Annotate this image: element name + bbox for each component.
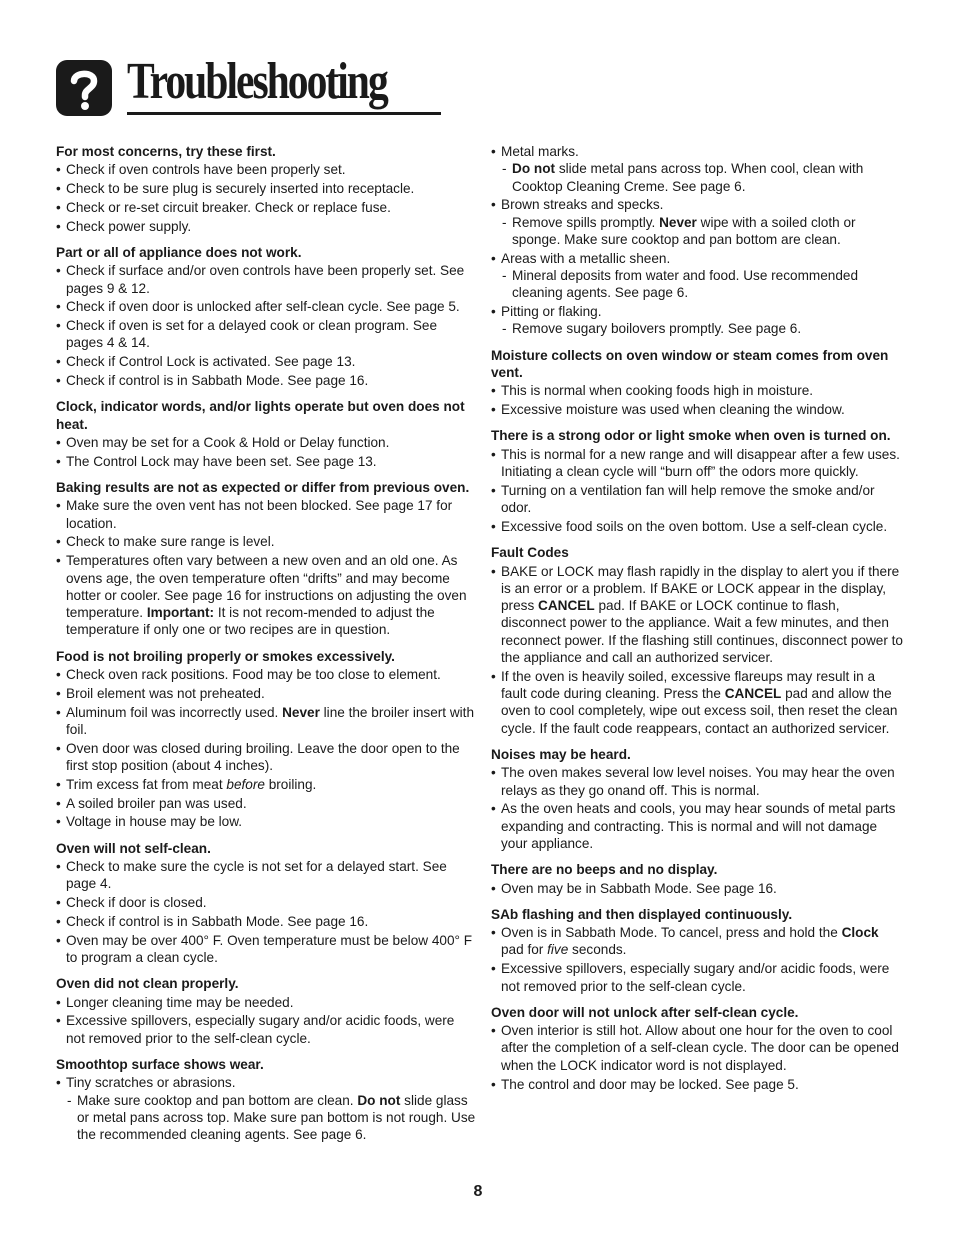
item-list — [56, 497, 476, 638]
emphasis-text: Do not — [357, 1092, 401, 1108]
text-run: The Control Lock may have been set. See page 13. — [66, 453, 377, 469]
text-run: Check if oven door is unlocked after self-clean cycle. See page 5. — [66, 299, 460, 315]
text-run: line the broiler insert with foil. — [66, 704, 475, 737]
list-item — [56, 813, 476, 830]
left-column — [56, 143, 476, 1152]
text-run: This is normal for a new range and will disappear after a few uses. Initiating a clean cycle will “burn off” the odors more quickly. — [501, 446, 900, 480]
list-item — [491, 518, 903, 535]
text-run: Check if oven is set for a delayed cook or clean program. See pages 4 & 14. — [66, 318, 438, 351]
text-run: The control and door may be locked. See page 5. — [501, 1076, 799, 1092]
list-item — [491, 1022, 903, 1074]
text-run: Oven may be in Sabbath Mode. See page 16. — [501, 880, 777, 896]
text-run: Trim excess fat from meat — [66, 776, 227, 792]
list-item — [491, 1076, 903, 1093]
troubleshooting-section — [56, 648, 476, 831]
troubleshooting-section — [491, 906, 903, 995]
item-list — [56, 666, 476, 831]
troubleshooting-section — [491, 746, 903, 852]
list-item — [491, 446, 903, 481]
text-run: Oven interior is still hot. Allow about one hour for the oven to cool after the completion of a self-clean cycle. The door can be opened when the LOCK indicator word is not displayed. — [501, 1023, 899, 1073]
text-run: Excessive spillovers, especially sugary and/or acidic foods, were not removed prior to the self-clean cycle. — [66, 1013, 455, 1046]
text-run: Check to make sure the cycle is not set for a delayed start. See page 4. — [66, 858, 447, 892]
sub-item-list — [501, 320, 903, 337]
list-item — [56, 894, 476, 911]
troubleshooting-section — [491, 544, 903, 737]
list-item — [491, 880, 903, 897]
list-item — [56, 740, 476, 775]
emphasis-text: Never — [282, 704, 320, 720]
text-run: If the oven is heavily soiled, excessive flareups may result in a fault code during cleaning. Press the — [501, 668, 876, 702]
text-run: wipe with a soiled cloth or sponge. Make sure cooktop and pan bottom are clean. — [512, 214, 856, 247]
item-list — [56, 1074, 476, 1143]
text-run: Check if Control Lock is activated. See page 13. — [66, 354, 356, 370]
item-list — [491, 446, 903, 535]
section-title: Oven door will not unlock after self-clean cycle. — [491, 1004, 799, 1020]
text-run: Remove spills promptly. — [512, 214, 660, 230]
section-title: Moisture collects on oven window or steam comes from oven vent. — [491, 347, 889, 381]
list-item — [491, 960, 903, 995]
text-run: Check oven rack positions. Food may be too close to element. — [66, 667, 441, 683]
page-title: Troubleshooting — [127, 53, 387, 110]
emphasis-text: CANCEL — [724, 686, 782, 702]
text-run: Check to make sure range is level. — [66, 534, 275, 550]
italic-text: before — [226, 776, 265, 792]
emphasis-text: Never — [659, 214, 697, 230]
list-item — [491, 250, 903, 302]
right-column — [491, 143, 903, 1102]
troubleshooting-section — [491, 143, 903, 338]
list-item — [56, 1012, 476, 1047]
item-list — [56, 994, 476, 1047]
list-item — [56, 795, 476, 812]
text-run: slide metal pans across top. When cool, clean with Cooktop Cleaning Creme. See page 6. — [512, 161, 864, 194]
list-item — [56, 1074, 476, 1143]
item-list — [56, 434, 476, 470]
sub-list-item — [501, 267, 903, 302]
list-item — [56, 434, 476, 451]
troubleshooting-section — [491, 861, 903, 897]
list-item — [491, 143, 903, 195]
list-item — [491, 303, 903, 338]
list-item — [56, 372, 476, 389]
page-number: 8 — [473, 1183, 483, 1200]
text-run: Broil element was not preheated. — [66, 685, 265, 701]
item-list — [491, 880, 903, 897]
section-title: Smoothtop surface shows wear. — [56, 1056, 264, 1072]
sub-list-item — [66, 1092, 476, 1144]
text-run: Aluminum foil was incorrectly used. — [66, 704, 283, 720]
section-title: Oven will not self-clean. — [56, 840, 211, 856]
list-item — [56, 704, 476, 739]
title-underline — [127, 112, 441, 115]
text-run: Check if door is closed. — [66, 895, 207, 911]
troubleshooting-section — [56, 398, 476, 470]
sub-list-item — [501, 320, 903, 337]
text-run: Brown streaks and specks. — [501, 197, 664, 213]
section-title: SAb flashing and then displayed continuously. — [491, 906, 793, 922]
item-list — [491, 382, 903, 418]
item-list — [491, 924, 903, 995]
item-list — [491, 764, 903, 852]
item-list — [491, 143, 903, 338]
text-run: Temperatures often vary between a new oven and an old one. As ovens age, the oven temperature often “drifts” and may become hotter or cooler. See page 16 for instructions on adjusting the oven temperature. — [66, 553, 467, 621]
text-run: Mineral deposits from water and food. Use recommended cleaning agents. See page 6. — [512, 268, 859, 301]
list-item — [56, 776, 476, 793]
text-run: Metal marks. — [501, 144, 579, 159]
list-item — [56, 932, 476, 967]
text-run: Excessive moisture was used when cleaning the window. — [501, 402, 845, 418]
sub-item-list — [66, 1092, 476, 1144]
text-run: Check if surface and/or oven controls have been properly set. See pages 9 & 12. — [66, 263, 465, 296]
text-run: seconds. — [568, 942, 627, 958]
list-item — [56, 199, 476, 216]
text-run: Make sure cooktop and pan bottom are clean. — [77, 1092, 358, 1108]
text-run: Pitting or flaking. — [501, 304, 602, 320]
emphasis-text: Important: — [146, 605, 215, 621]
text-run: Excessive spillovers, especially sugary and/or acidic foods, were not removed prior to the self-clean cycle. — [501, 961, 890, 994]
section-title: Baking results are not as expected or differ from previous oven. — [56, 480, 470, 496]
text-run: A soiled broiler pan was used. — [66, 795, 247, 811]
section-title: For most concerns, try these first. — [56, 144, 276, 159]
text-run: broiling. — [264, 776, 317, 792]
text-run: slide glass or metal pans across top. Make sure pan bottom is not rough. Use the recommended cleaning agents. See page 6. — [77, 1092, 476, 1143]
troubleshooting-section — [491, 427, 903, 535]
list-item — [56, 453, 476, 470]
section-title: Clock, indicator words, and/or lights operate but oven does not heat. — [56, 399, 465, 432]
list-item — [56, 180, 476, 197]
list-item — [56, 262, 476, 297]
list-item — [491, 764, 903, 799]
text-run: This is normal when cooking foods high in moisture. — [501, 383, 814, 399]
text-run: As the oven heats and cools, you may hear sounds of metal parts expanding and contracting. This is normal and will not damage your appliance. — [501, 801, 896, 851]
list-item — [56, 161, 476, 178]
item-list — [56, 262, 476, 389]
item-list — [56, 858, 476, 966]
troubleshooting-section — [491, 1004, 903, 1093]
page-header — [56, 54, 386, 118]
text-run: Check if control is in Sabbath Mode. See page 16. — [66, 373, 369, 389]
text-run: pad. If BAKE or LOCK continue to flash, disconnect power to the appliance. Wait a few minutes, and then reconnect power. If the flashing still continues, disconnect power to the appliance and call an authorized servicer. — [501, 598, 903, 666]
section-title: Fault Codes — [491, 545, 569, 561]
sub-item-list — [501, 214, 903, 249]
text-run: Remove sugary boilovers promptly. See page 6. — [512, 321, 802, 337]
text-run: pad for — [501, 942, 548, 958]
text-run: Check or re-set circuit breaker. Check or replace fuse. — [66, 199, 391, 215]
text-run: Turning on a ventilation fan will help remove the smoke and/or odor. — [501, 482, 875, 516]
sub-list-item — [501, 160, 903, 195]
sub-item-list — [501, 267, 903, 302]
section-title: There is a strong odor or light smoke when oven is turned on. — [491, 428, 891, 444]
list-item — [56, 533, 476, 550]
list-item — [491, 924, 903, 959]
question-mark-icon — [56, 60, 112, 116]
italic-text: five — [547, 942, 569, 958]
list-item — [491, 482, 903, 517]
list-item — [491, 196, 903, 248]
section-title: There are no beeps and no display. — [491, 862, 718, 878]
item-list — [491, 1022, 903, 1093]
text-run: Check power supply. — [66, 218, 192, 234]
list-item — [56, 858, 476, 893]
sub-list-item — [501, 214, 903, 249]
item-list — [56, 161, 476, 235]
section-title: Part or all of appliance does not work. — [56, 244, 302, 260]
text-run: Oven may be set for a Cook & Hold or Delay function. — [66, 434, 390, 450]
text-run: Oven door was closed during broiling. Leave the door open to the first stop position (about 4 inches). — [66, 740, 460, 773]
text-run: Longer cleaning time may be needed. — [66, 994, 294, 1010]
list-item — [56, 666, 476, 683]
list-item — [491, 668, 903, 737]
troubleshooting-section — [491, 347, 903, 419]
text-run: Areas with a metallic sheen. — [501, 250, 671, 266]
text-run: Oven may be over 400° F. Oven temperature must be below 400° F to program a clean cycle. — [66, 932, 473, 965]
text-run: The oven makes several low level noises. You may hear the oven relays as they go onand off. This is normal. — [501, 765, 895, 798]
emphasis-text: CANCEL — [538, 598, 595, 614]
text-run: Check if oven controls have been properly set. — [66, 162, 346, 178]
text-run: Voltage in house may be low. — [66, 814, 243, 830]
text-run: pad and allow the oven to cool completely, wipe out excess soil, then reset the clean cycle. If the fault code reappears, contact an authorized servicer. — [501, 686, 898, 736]
troubleshooting-section — [56, 143, 476, 235]
list-item — [56, 218, 476, 235]
section-title: Oven did not clean properly. — [56, 976, 239, 992]
section-title: Noises may be heard. — [491, 747, 631, 762]
text-run: Excessive food soils on the oven bottom. Use a self-clean cycle. — [501, 518, 888, 534]
sub-item-list — [501, 160, 903, 195]
list-item — [56, 298, 476, 315]
troubleshooting-section — [56, 840, 476, 967]
item-list — [491, 563, 903, 737]
text-run: BAKE or LOCK may flash rapidly in the display to alert you if there is an error or a problem. If BAKE or LOCK appear in the display, press — [501, 563, 900, 614]
troubleshooting-section — [56, 479, 476, 639]
troubleshooting-section — [56, 1056, 476, 1143]
list-item — [491, 401, 903, 418]
list-item — [56, 913, 476, 930]
text-run: Check to be sure plug is securely inserted into receptacle. — [66, 181, 415, 197]
text-run: Check if control is in Sabbath Mode. See page 16. — [66, 913, 369, 929]
emphasis-text: Clock — [841, 925, 879, 941]
list-item — [56, 353, 476, 370]
list-item — [56, 994, 476, 1011]
troubleshooting-section — [56, 975, 476, 1047]
list-item — [491, 382, 903, 399]
list-item — [56, 317, 476, 352]
section-title: Food is not broiling properly or smokes excessively. — [56, 648, 395, 664]
emphasis-text: Do not — [512, 161, 556, 177]
list-item — [491, 800, 903, 852]
list-item — [491, 563, 903, 667]
list-item — [56, 685, 476, 702]
text-run: Oven is in Sabbath Mode. To cancel, press and hold the — [501, 925, 842, 941]
list-item — [56, 497, 476, 532]
text-run: Make sure the oven vent has not been blocked. See page 17 for location. — [66, 498, 453, 531]
text-run: It is not recom-mended to adjust the temperature if only one or two recipes are in question. — [66, 605, 435, 638]
list-item — [56, 552, 476, 638]
troubleshooting-section — [56, 244, 476, 389]
text-run: Tiny scratches or abrasions. — [66, 1075, 236, 1091]
